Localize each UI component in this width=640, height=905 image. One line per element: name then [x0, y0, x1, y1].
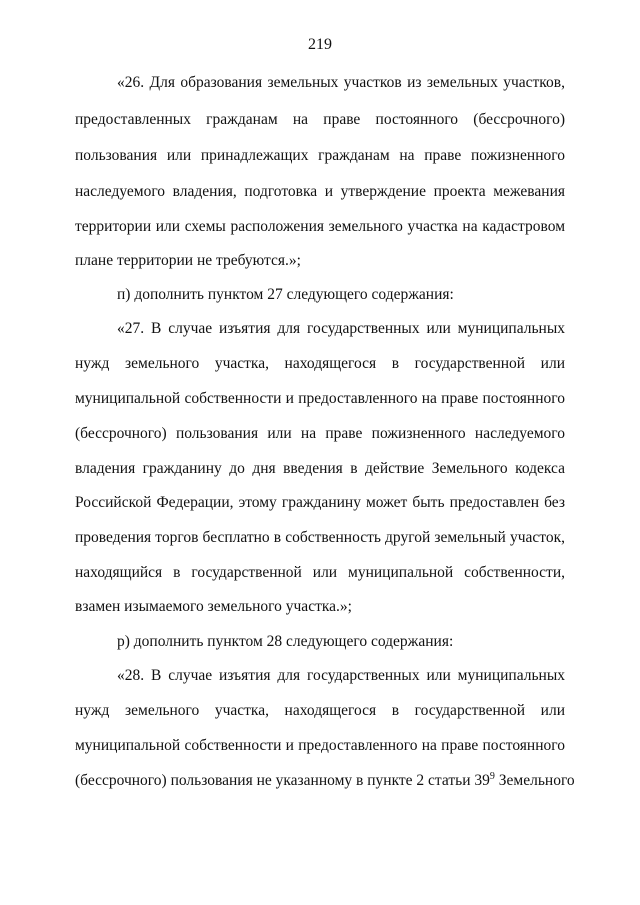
paragraph-27-line-4: (бессрочного) пользования или на праве пожизненного наследуемого	[75, 425, 565, 442]
paragraph-26-line-5: территории или схемы расположения земельного участка на кадастровом	[75, 218, 565, 235]
paragraph-27-line-6: Российской Федерации, этому гражданину может быть предоставлен без	[75, 494, 565, 511]
paragraph-28-line-4-tail: Земельного	[494, 772, 575, 789]
paragraph-28-line-4	[75, 770, 575, 790]
paragraph-27-line-9: взамен изымаемого земельного участка.»;	[75, 598, 352, 615]
paragraph-28-line-4-text: (бессрочного) пользования не указанному в пункте 2 статьи 39	[75, 772, 490, 789]
paragraph-26-line-3: пользования или принадлежащих гражданам на праве пожизненного	[75, 147, 565, 164]
paragraph-27-line-2: нужд земельного участка, находящегося в государственной или	[75, 355, 565, 372]
paragraph-28-line-1: «28. В случае изъятия для государственных или муниципальных	[117, 667, 565, 684]
page-number: 219	[308, 36, 332, 53]
paragraph-27-line-1: «27. В случае изъятия для государственных или муниципальных	[117, 320, 565, 337]
item-p-heading: п) дополнить пунктом 27 следующего содержания:	[117, 286, 454, 303]
paragraph-28-line-3: муниципальной собственности и предоставленного на праве постоянного	[75, 737, 565, 754]
item-r-heading: р) дополнить пунктом 28 следующего содержания:	[117, 633, 454, 650]
paragraph-27-line-5: владения гражданину до дня введения в действие Земельного кодекса	[75, 460, 565, 477]
paragraph-26-line-1: «26. Для образования земельных участков из земельных участков,	[117, 74, 565, 91]
paragraph-26-line-2: предоставленных гражданам на праве постоянного (бессрочного)	[75, 111, 565, 128]
paragraph-27-line-8: находящийся в государственной или муниципальной собственности,	[75, 564, 565, 581]
article-superscript: 9	[489, 770, 495, 782]
paragraph-27-line-7: проведения торгов бесплатно в собственность другой земельный участок,	[75, 529, 565, 546]
paragraph-26-line-4: наследуемого владения, подготовка и утверждение проекта межевания	[75, 183, 565, 200]
paragraph-28-line-2: нужд земельного участка, находящегося в государственной или	[75, 702, 565, 719]
paragraph-26-line-6: плане территории не требуются.»;	[75, 252, 301, 269]
paragraph-27-line-3: муниципальной собственности и предоставленного на праве постоянного	[75, 390, 565, 407]
